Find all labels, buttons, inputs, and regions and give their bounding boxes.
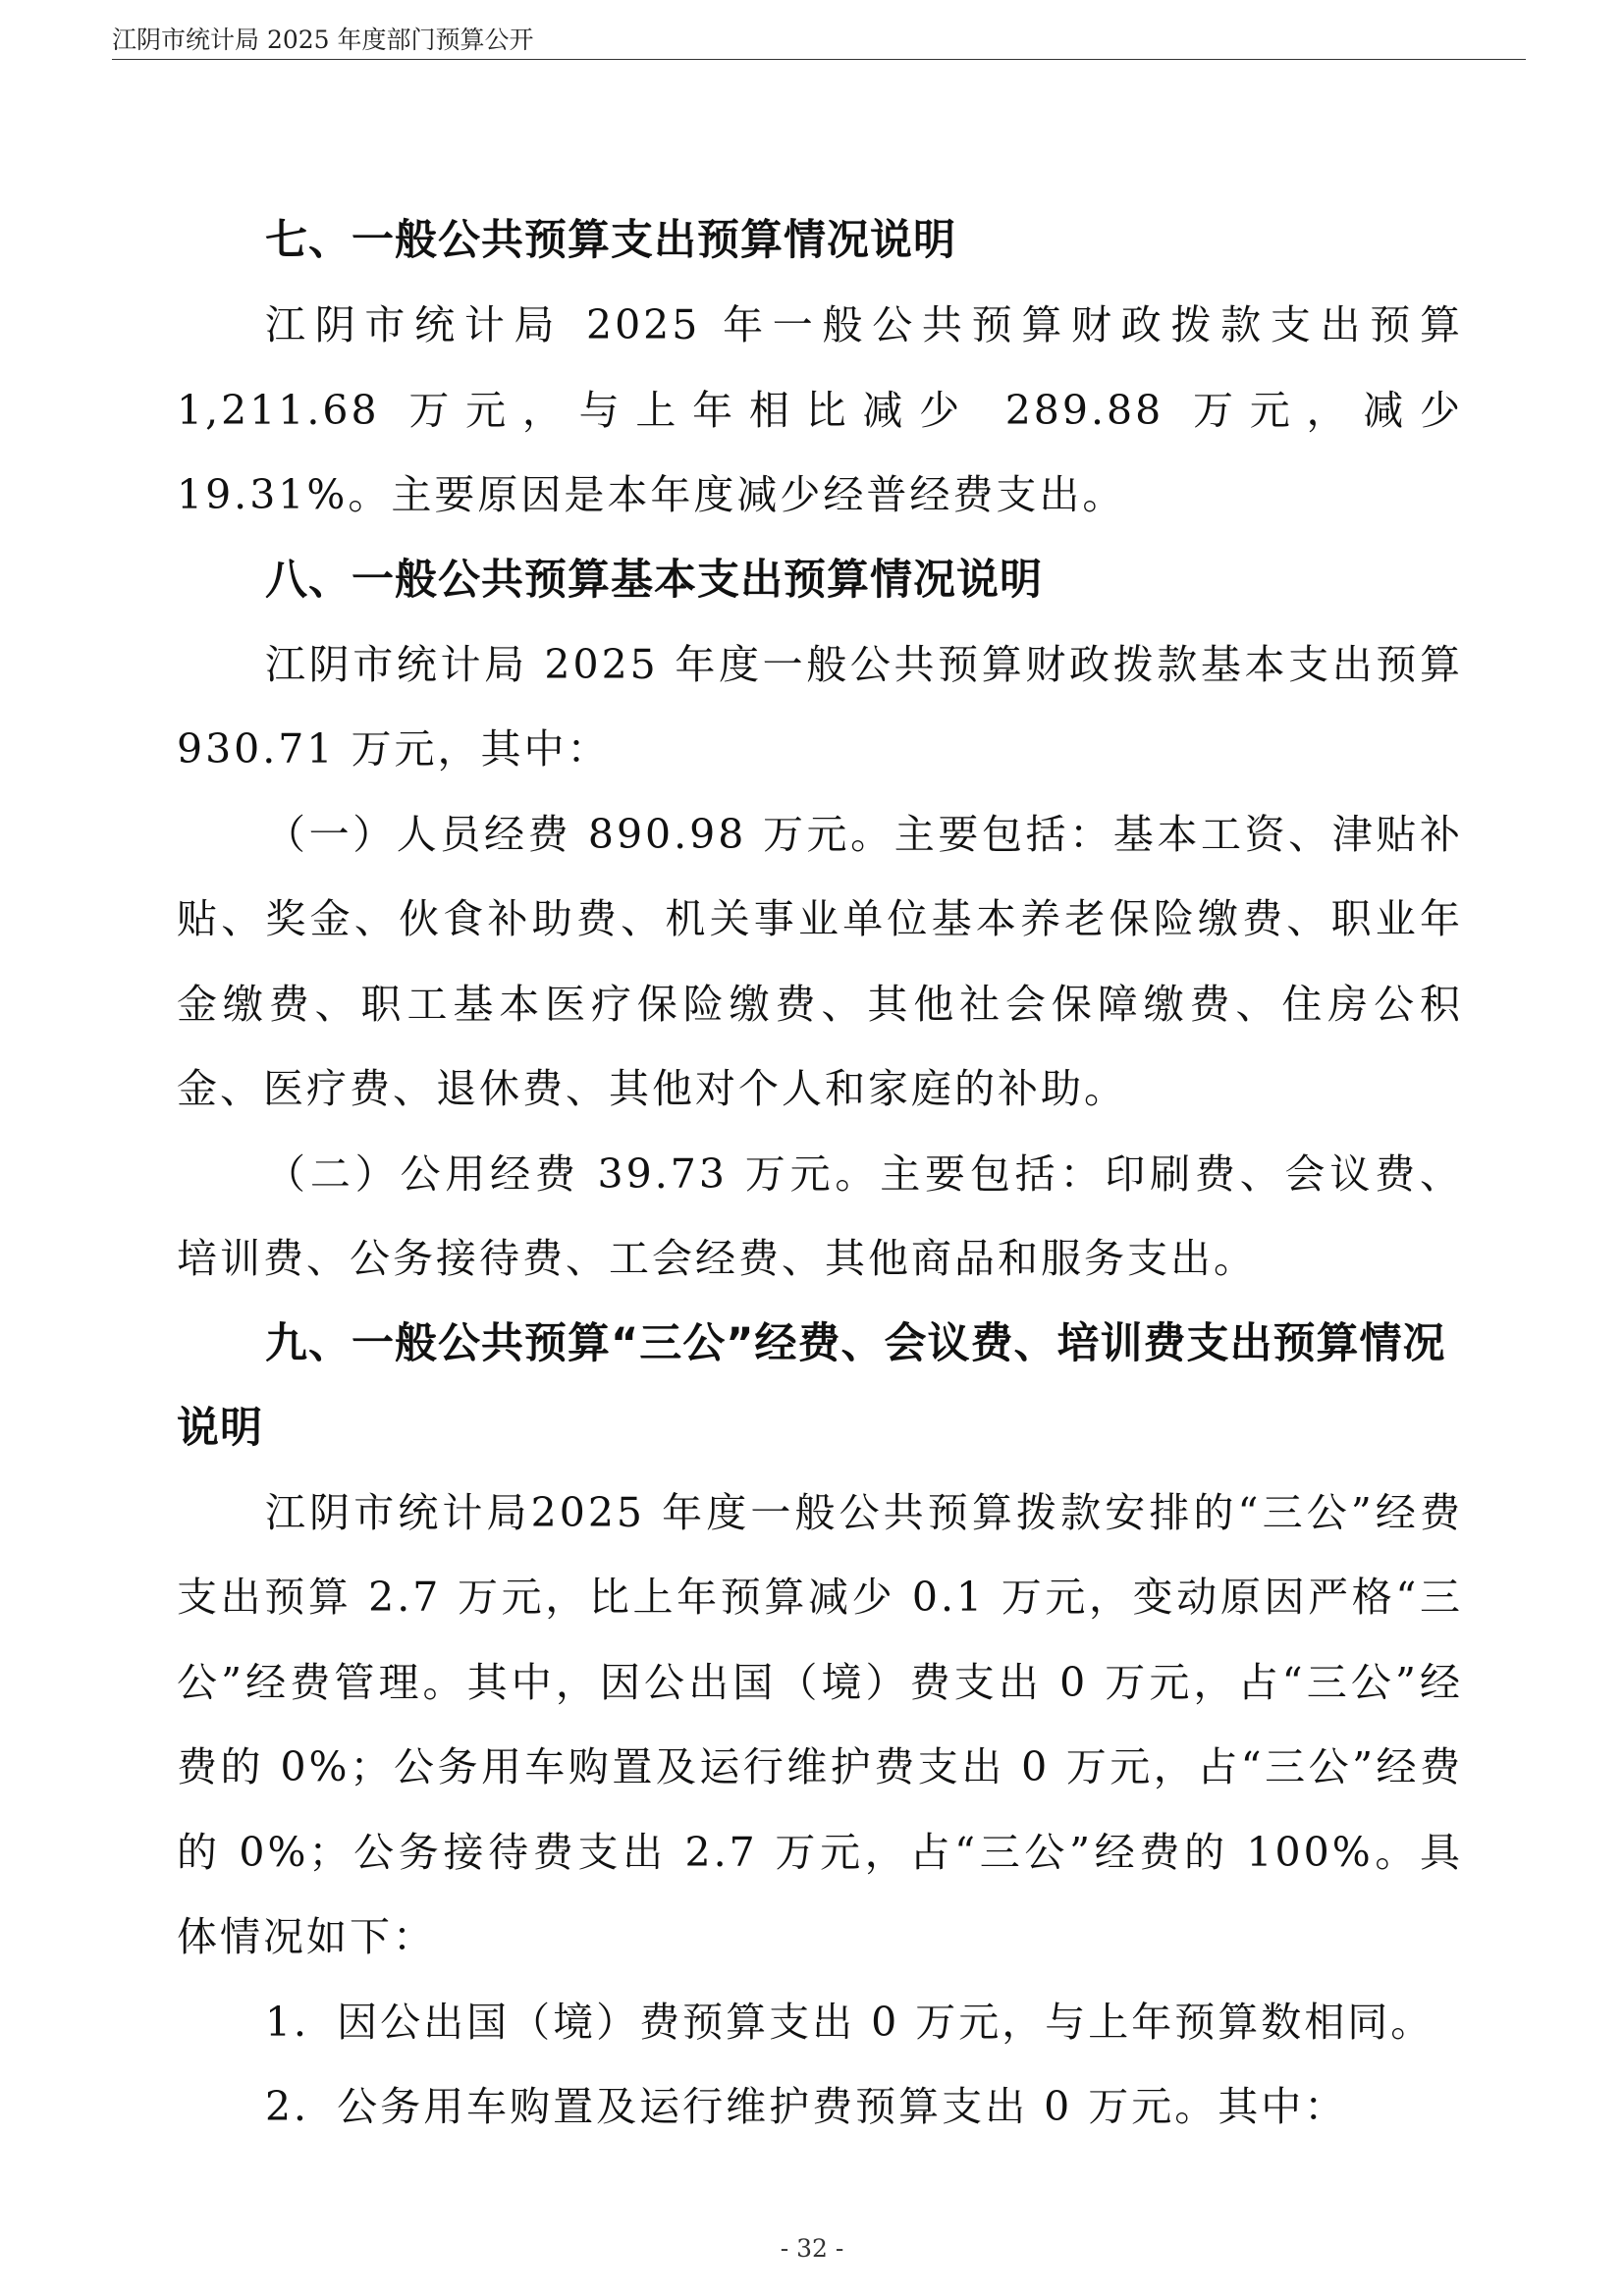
paragraph: （一）人员经费 890.98 万元。主要包括：基本工资、津贴补贴、奖金、伙食补助费、机关事业单位基本养老保险缴费、职业年金缴费、职工基本医疗保险缴费、其他社会保障缴费、住房公积金、医疗费、退休费、其他对个人和家庭的补助。 xyxy=(177,810,1463,1112)
section-8 xyxy=(177,538,1463,1302)
paragraph: 江阴市统计局2025 年度一般公共预算拨款安排的“三公”经费支出预算 2.7 万元，比上年预算减少 0.1 万元，变动原因严格“三公”经费管理。其中，因公出国（境）费支出 0 万元，占“三公”经费的 0%；公务用车购置及运行维护费支出 0 万元，占“三公”经费的 0%；公务接待费支出 2.7 万元，占“三公”经费的 100%。具体情况如下： xyxy=(177,1488,1463,1960)
page-number: - 32 - xyxy=(780,2234,844,2263)
paragraph: 1．因公出国（境）费预算支出 0 万元，与上年预算数相同。 xyxy=(265,1998,1435,2046)
section-heading: 七、一般公共预算支出预算情况说明 xyxy=(265,216,956,265)
paragraph: 2．公务用车购置及运行维护费预算支出 0 万元。其中： xyxy=(265,2083,1348,2130)
section-7 xyxy=(177,198,1463,538)
running-header: 江阴市统计局 2025 年度部门预算公开 xyxy=(112,26,534,54)
header-rule xyxy=(112,59,1526,60)
paragraph: （二）公用经费 39.73 万元。主要包括：印刷费、会议费、培训费、公务接待费、工会经费、其他商品和服务支出。 xyxy=(177,1149,1463,1282)
document-body xyxy=(177,198,1463,2150)
paragraph: 江阴市统计局 2025 年一般公共预算财政拨款支出预算 1,211.68 万元，与上年相比减少 289.88 万元，减少 19.31%。主要原因是本年度减少经普经费支出。 xyxy=(177,301,1463,518)
section-heading: 九、一般公共预算“三公”经费、会议费、培训费支出预算情况说明 xyxy=(177,1318,1446,1453)
paragraph: 江阴市统计局 2025 年度一般公共预算财政拨款基本支出预算 930.71 万元，其中： xyxy=(177,640,1463,773)
section-9 xyxy=(177,1302,1463,2150)
section-heading: 八、一般公共预算基本支出预算情况说明 xyxy=(265,555,1043,605)
